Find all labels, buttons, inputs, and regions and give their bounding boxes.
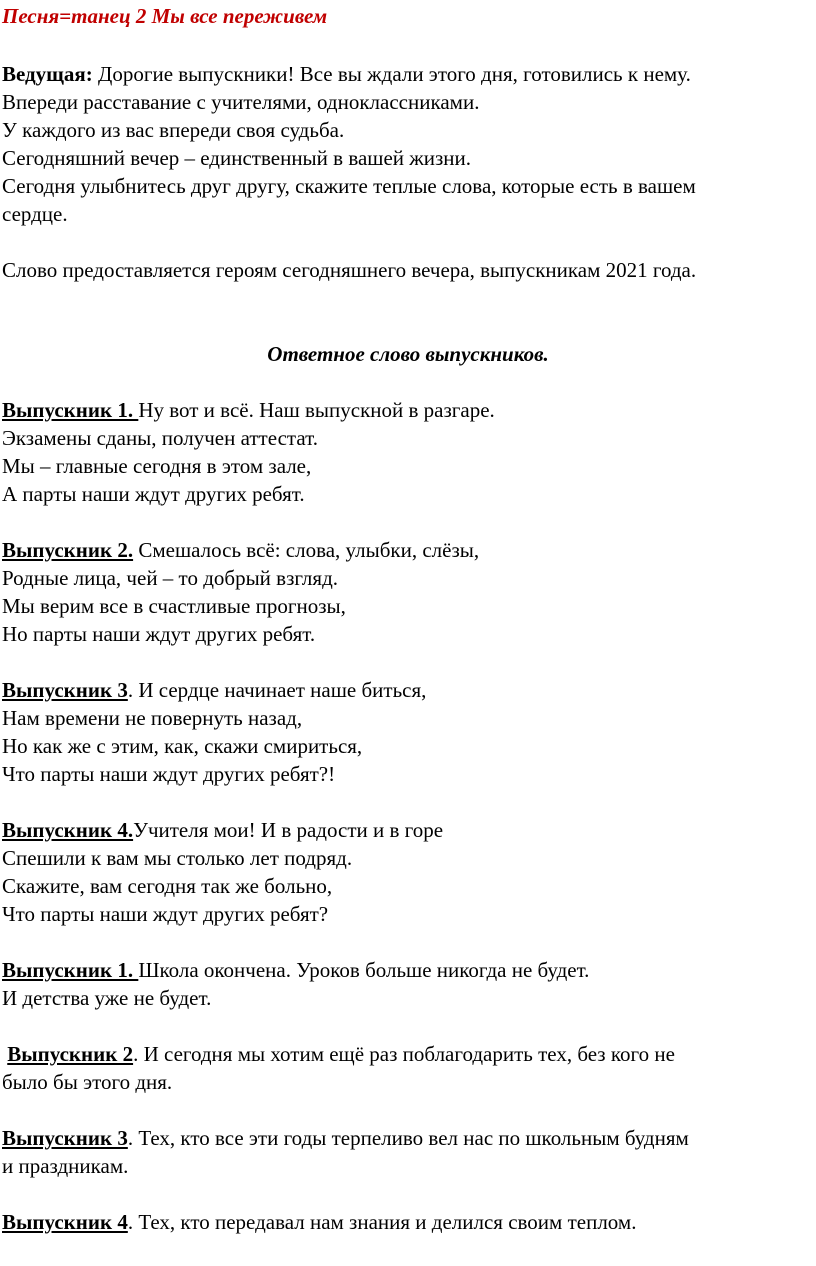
verse-speaker: Выпускник 1.	[2, 398, 139, 422]
verse-3-line-4: Что парты наши ждут других ребят?!	[2, 762, 336, 786]
verse-3-line-1	[2, 676, 426, 704]
verse-1-line-2: Экзамены сданы, получен аттестат.	[2, 426, 318, 450]
verse-4-line-3: Скажите, вам сегодня так же больно,	[2, 874, 333, 898]
prose-speaker: Выпускник 1.	[2, 958, 139, 982]
verse-text: Смешалось всё: слова, улыбки, слёзы,	[133, 538, 480, 562]
host-line-1	[2, 60, 691, 88]
host-closing: Слово предоставляется героям сегодняшнего вечера, выпускникам 2021 года.	[2, 258, 697, 282]
verse-text: Ну вот и всё. Наш выпускной в разгаре.	[138, 398, 495, 422]
verse-2-line-4: Но парты наши ждут других ребят.	[2, 622, 316, 646]
prose-text: . Тех, кто передавал нам знания и делился своим теплом.	[127, 1210, 637, 1234]
prose-1-line-1	[2, 956, 589, 984]
verse-3-line-3: Но как же с этим, как, скажи смириться,	[2, 734, 363, 758]
verse-4-line-4: Что парты наши ждут других ребят?	[2, 902, 329, 926]
verse-text: . И сердце начинает наше биться,	[127, 678, 427, 702]
host-line-5: Сегодня улыбнитесь друг другу, скажите теплые слова, которые есть в вашем	[2, 174, 696, 198]
verse-speaker: Выпускник 4.	[2, 818, 134, 842]
verse-4-line-2: Спешили к вам мы столько лет подряд.	[2, 846, 353, 870]
document-title: Песня=танец 2 Мы все переживем	[2, 4, 328, 28]
host-line-4: Сегодняшний вечер – единственный в вашей жизни.	[2, 146, 472, 170]
verse-speaker: Выпускник 3	[2, 678, 128, 702]
host-text: Дорогие выпускники! Все вы ждали этого дня, готовились к нему.	[92, 62, 691, 86]
prose-text: . И сегодня мы хотим ещё раз поблагодарить тех, без кого не	[133, 1042, 675, 1066]
prose-1-line-2: И детства уже не будет.	[2, 986, 212, 1010]
prose-text: . Тех, кто все эти годы терпеливо вел нас по школьным будням	[127, 1126, 689, 1150]
prose-4-line-1	[2, 1208, 636, 1236]
prose-3-line-2: и праздникам.	[2, 1154, 129, 1178]
verse-2-line-2: Родные лица, чей – то добрый взгляд.	[2, 566, 338, 590]
verse-3-line-2: Нам времени не повернуть назад,	[2, 706, 303, 730]
prose-speaker: Выпускник 4	[2, 1210, 128, 1234]
verse-speaker: Выпускник 2.	[2, 538, 134, 562]
host-line-6: сердце.	[2, 202, 68, 226]
verse-1-line-3: Мы – главные сегодня в этом зале,	[2, 454, 312, 478]
verse-2-line-1	[2, 536, 479, 564]
prose-text: Школа окончена. Уроков больше никогда не будет.	[138, 958, 590, 982]
prose-2-line-2: было бы этого дня.	[2, 1070, 173, 1094]
verse-2-line-3: Мы верим все в счастливые прогнозы,	[2, 594, 346, 618]
prose-3-line-1	[2, 1124, 689, 1152]
verse-1-line-4: А парты наши ждут других ребят.	[2, 482, 305, 506]
host-line-2: Впереди расставание с учителями, одноклассниками.	[2, 90, 480, 114]
prose-speaker: Выпускник 3	[2, 1126, 128, 1150]
verse-4-line-1	[2, 816, 443, 844]
host-speaker: Ведущая:	[2, 62, 93, 86]
prose-speaker: Выпускник 2	[7, 1042, 134, 1066]
host-line-3: У каждого из вас впереди своя судьба.	[2, 118, 345, 142]
section-heading: Ответное слово выпускников.	[267, 342, 549, 366]
prose-2-line-1	[2, 1040, 675, 1068]
verse-1-line-1	[2, 396, 495, 424]
verse-text: Учителя мои! И в радости и в горе	[133, 818, 444, 842]
